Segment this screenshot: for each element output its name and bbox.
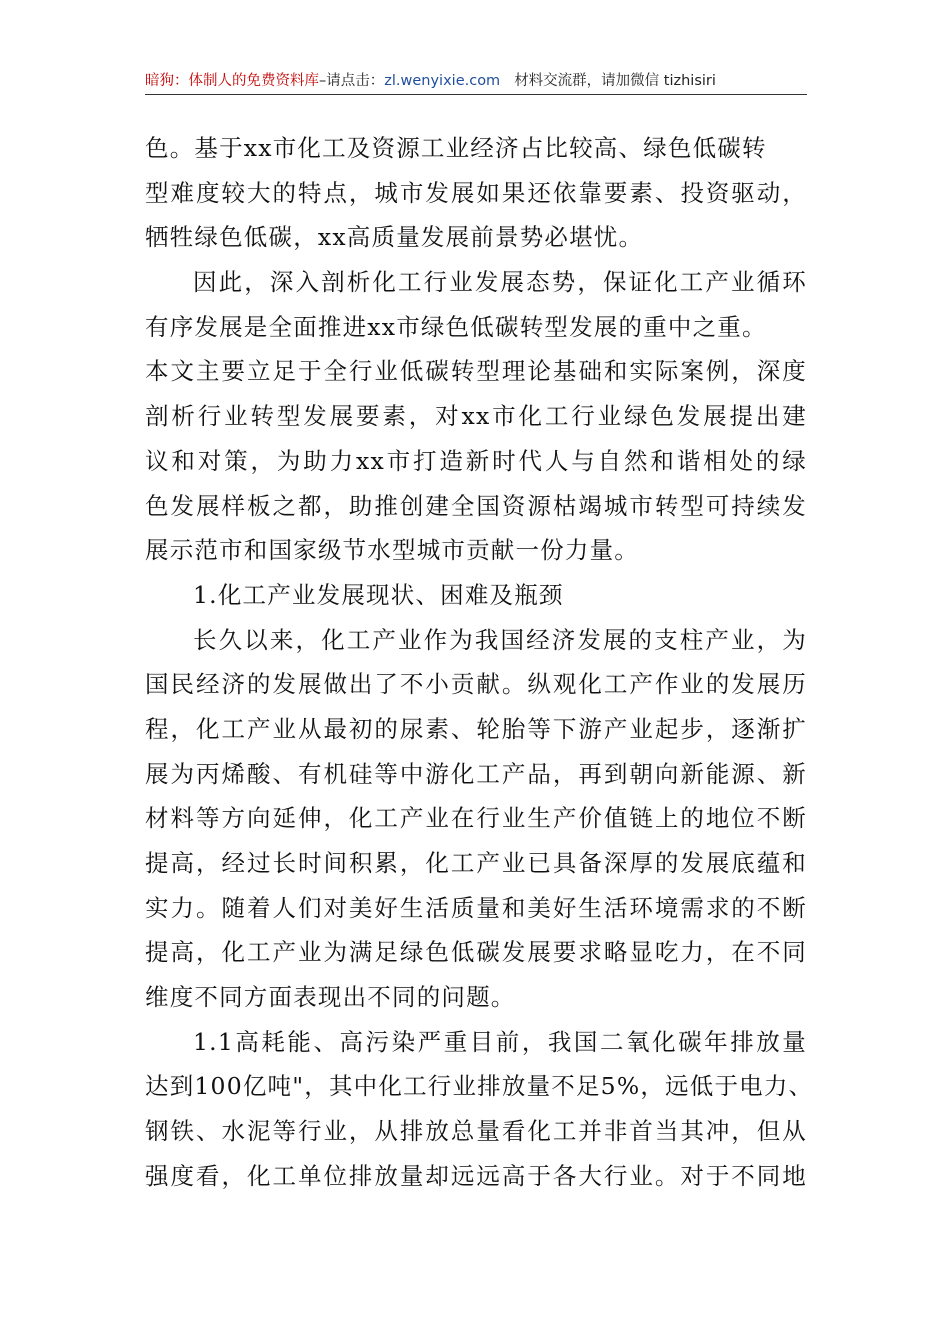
header-link-prompt: –请点击： <box>319 73 385 89</box>
text-line: 维度不同方面表现出不同的问题。 <box>145 983 516 1012</box>
text-line: 议和对策，为助力xx市打造新时代人与自然和谐相处的绿 <box>145 446 807 475</box>
text-line: 展为丙烯酸、有机硅等中游化工产品，再到朝向新能源、新 <box>145 759 807 788</box>
subsection-line: 1.1高耗能、高污染严重目前，我国二氧化碳年排放量 <box>193 1027 807 1056</box>
header-link[interactable]: zl.wenyixie.com <box>384 73 501 89</box>
text-line: 色。基于xx市化工及资源工业经济占比较高、绿色低碳转 <box>145 134 767 162</box>
header-divider <box>145 94 807 95</box>
text-line: 材料等方向延伸，化工产业在行业生产价值链上的地位不断 <box>145 804 807 833</box>
text-line: 剖析行业转型发展要素，对xx市化工行业绿色发展提出建 <box>145 402 807 431</box>
text-line: 达到100亿吨"，其中化工行业排放量不足5%，远低于电力、 <box>145 1072 814 1101</box>
text-line: 实力。随着人们对美好生活质量和美好生活环境需求的不断 <box>145 893 807 922</box>
text-line: 提高，经过长时间积累，化工产业已具备深厚的发展底蕴和 <box>145 849 807 877</box>
page-header <box>145 70 807 92</box>
document-body <box>145 126 814 1199</box>
text-line: 长久以来，化工产业作为我国经济发展的支柱产业，为 <box>193 625 807 654</box>
header-site-name: 暗狗：体制人的免费资料库 <box>145 73 319 89</box>
text-line: 色发展样板之都，助推创建全国资源枯竭城市转型可持续发 <box>145 491 807 520</box>
text-line: 展示范市和国家级节水型城市贡献一份力量。 <box>145 536 639 565</box>
text-line: 国民经济的发展做出了不小贡献。纵观化工产作业的发展历 <box>145 670 807 699</box>
text-line: 有序发展是全面推进xx市绿色低碳转型发展的重中之重。 <box>145 312 767 341</box>
section-heading: 1.化工产业发展现状、困难及瓶颈 <box>193 580 564 609</box>
text-line: 程，化工产业从最初的尿素、轮胎等下游产业起步，逐渐扩 <box>145 714 807 743</box>
text-line: 牺牲绿色低碳，xx高质量发展前景势必堪忧。 <box>145 223 644 252</box>
text-line: 本文主要立足于全行业低碳转型理论基础和实际案例，深度 <box>145 357 807 386</box>
header-group-note: 材料交流群，请加微信 tizhisiri <box>514 73 716 89</box>
text-line: 因此，深入剖析化工行业发展态势，保证化工产业循环 <box>193 268 807 297</box>
text-line: 型难度较大的特点，城市发展如果还依靠要素、投资驱动， <box>145 178 807 207</box>
text-line: 钢铁、水泥等行业，从排放总量看化工并非首当其冲，但从 <box>145 1117 807 1146</box>
text-line: 提高，化工产业为满足绿色低碳发展要求略显吃力，在不同 <box>145 938 807 967</box>
text-line: 强度看，化工单位排放量却远远高于各大行业。对于不同地 <box>145 1161 807 1190</box>
